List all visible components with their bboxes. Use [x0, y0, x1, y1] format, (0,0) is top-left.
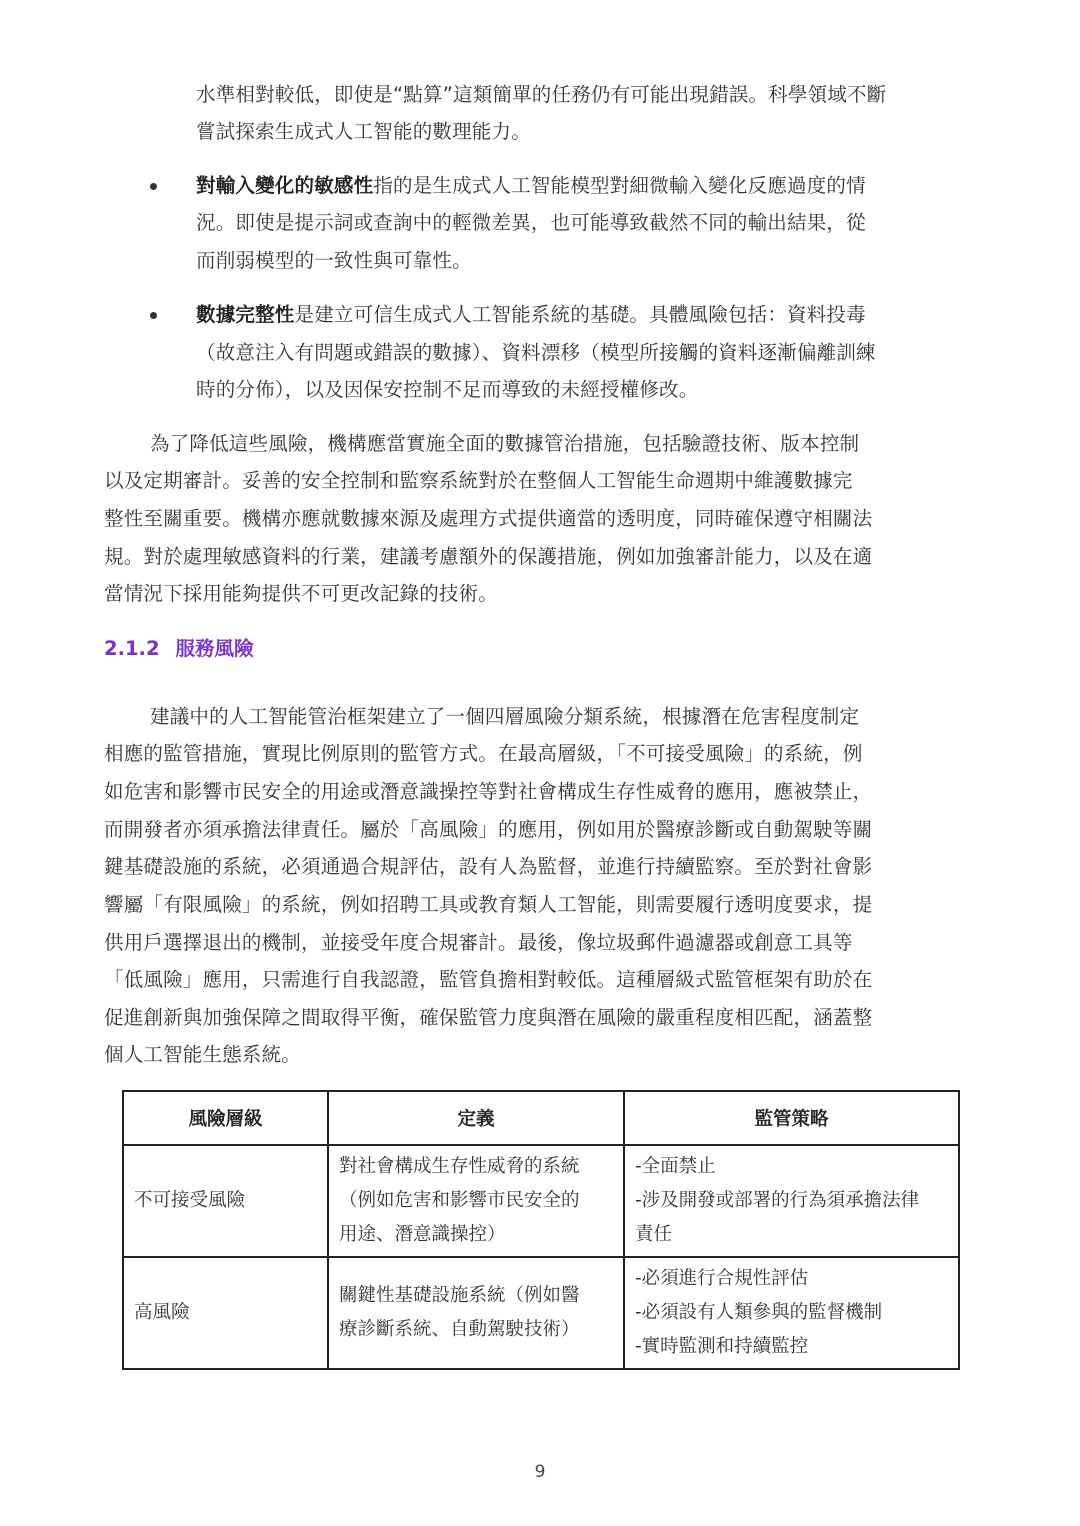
paragraph-framework-line: 而開發者亦須承擔法律責任。屬於「高風險」的應用，例如用於醫療診斷或自動駕駛等關 — [104, 818, 873, 841]
page-number: 9 — [534, 1462, 546, 1482]
table-header-row — [123, 1091, 959, 1145]
table-row — [123, 1145, 959, 1257]
cell-definition — [328, 1145, 624, 1257]
cell-line: 責任 — [635, 1224, 673, 1245]
bullet-sensitivity-line-2: 況。即使是提示詞或查詢中的輕微差異，也可能導致截然不同的輸出結果，從 — [196, 211, 866, 234]
cell-line: 對社會構成生存性威脅的系統 — [339, 1156, 580, 1177]
paragraph-framework-line: 供用戶選擇退出的機制，並接受年度合規審計。最後，像垃圾郵件過濾器或創意工具等 — [104, 931, 853, 954]
section-title: 服務風險 — [175, 637, 254, 660]
bullet-integrity-text: 是建立可信生成式人工智能系統的基礎。具體風險包括：資料投毒 — [294, 303, 866, 326]
bullet-continuation-line-1: 水準相對較低，即使是“點算”這類簡單的任務仍有可能出現錯誤。科學領域不斷 — [196, 83, 887, 106]
cell-line: 療診斷系統、自動駕駛技術） — [339, 1319, 580, 1340]
section-number: 2.1.2 — [104, 637, 160, 660]
bullet-integrity-line-1 — [196, 302, 866, 328]
paragraph-framework-line: 如危害和影響市民安全的用途或潛意識操控等對社會構成生存性威脅的應用，應被禁止， — [104, 780, 873, 803]
paragraph-framework-line: 鍵基礎設施的系統，必須通過合規評估，設有人為監督，並進行持續監察。至於對社會影 — [104, 855, 873, 878]
cell-strategy — [624, 1145, 959, 1257]
paragraph-framework-line: 促進創新與加強保障之間取得平衡，確保監管力度與潛在風險的嚴重程度相匹配，涵蓋整 — [104, 1006, 873, 1029]
bullet-sensitivity-text: 指的是生成式人工智能模型對細微輸入變化反應過度的情 — [373, 174, 866, 197]
header-strategy: 監管策略 — [624, 1091, 959, 1145]
paragraph-framework-line: 個人工智能生態系統。 — [104, 1043, 302, 1066]
bullet-continuation-line-2: 嘗試探索生成式人工智能的數理能力。 — [196, 120, 531, 143]
bullet-integrity-term: 數據完整性 — [196, 303, 295, 326]
bullet-integrity-line-2: （故意注入有問題或錯誤的數據）、資料漂移（模型所接觸的資料逐漸偏離訓練 — [196, 341, 876, 364]
header-risk-level: 風險層級 — [123, 1091, 328, 1145]
bullet-sensitivity-term: 對輸入變化的敏感性 — [196, 174, 374, 197]
cell-line: 關鍵性基礎設施系統（例如醫 — [339, 1285, 580, 1306]
paragraph-mitigation-line: 當情況下採用能夠提供不可更改記錄的技術。 — [104, 582, 499, 605]
cell-line: 用途、潛意識操控） — [339, 1224, 506, 1245]
bullet-sensitivity-line-1 — [196, 173, 866, 199]
cell-risk-level: 不可接受風險 — [123, 1145, 328, 1257]
paragraph-mitigation-line: 以及定期審計。妥善的安全控制和監察系統對於在整個人工智能生命週期中維護數據完 — [104, 469, 853, 492]
cell-line: -實時監測和持續監控 — [635, 1336, 809, 1357]
cell-line: -必須設有人類參與的監督機制 — [635, 1302, 883, 1323]
bullet-dot-icon — [150, 183, 157, 190]
section-heading — [104, 636, 254, 662]
cell-line: -必須進行合規性評估 — [635, 1268, 809, 1289]
header-definition: 定義 — [328, 1091, 624, 1145]
risk-level-table — [122, 1090, 960, 1370]
table-row — [123, 1257, 959, 1369]
cell-line: -涉及開發或部署的行為須承擔法律 — [635, 1190, 920, 1211]
bullet-integrity-line-3: 時的分佈），以及因保安控制不足而導致的未經授權修改。 — [196, 378, 699, 401]
paragraph-framework-line: 建議中的人工智能管治框架建立了一個四層風險分類系統，根據潛在危害程度制定 — [150, 705, 860, 728]
cell-definition — [328, 1257, 624, 1369]
cell-risk-level: 高風險 — [123, 1257, 328, 1369]
bullet-sensitivity-line-3: 而削弱模型的一致性與可靠性。 — [196, 249, 472, 272]
bullet-dot-icon — [150, 312, 157, 319]
cell-strategy — [624, 1257, 959, 1369]
cell-line: （例如危害和影響市民安全的 — [339, 1190, 580, 1211]
paragraph-mitigation-line: 規。對於處理敏感資料的行業，建議考慮額外的保護措施，例如加強審計能力，以及在適 — [104, 545, 873, 568]
paragraph-framework-line: 「低風險」應用，只需進行自我認證，監管負擔相對較低。這種層級式監管框架有助於在 — [104, 968, 873, 991]
paragraph-framework-line: 相應的監管措施，實現比例原則的監管方式。在最高層級，「不可接受風險」的系統，例 — [104, 742, 863, 765]
paragraph-framework-line: 響屬「有限風險」的系統，例如招聘工具或教育類人工智能，則需要履行透明度要求，提 — [104, 893, 873, 916]
paragraph-mitigation-line: 整性至關重要。機構亦應就數據來源及處理方式提供適當的透明度，同時確保遵守相關法 — [104, 507, 873, 530]
cell-line: -全面禁止 — [635, 1156, 716, 1177]
paragraph-mitigation-line: 為了降低這些風險，機構應當實施全面的數據管治措施，包括驗證技術、版本控制 — [150, 432, 860, 455]
